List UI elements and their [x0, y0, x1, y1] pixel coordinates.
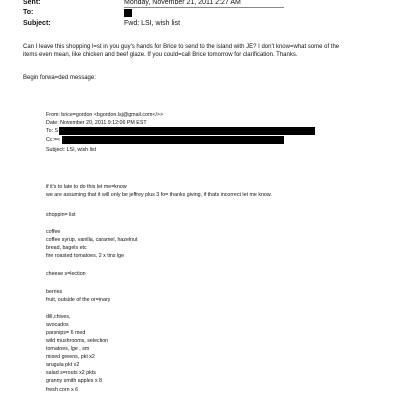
list-item: parsnips= 6 med — [46, 330, 86, 336]
forwarded-subject: Subject: LSI, wish list — [46, 147, 97, 153]
to-label: To: — [23, 9, 34, 16]
intro-line-1: Can I leave this shopping l=st in you guy's hands for Brice to send to the island with JE? I don't know=what some of the — [23, 44, 340, 50]
list-item: avocados — [46, 322, 69, 328]
list-item: tomatoes, lge , sm — [46, 346, 90, 352]
begin-forwarded: Begin forwa=ded message: — [23, 75, 96, 81]
list-item: fresh corn x 6 — [46, 387, 79, 393]
subject-value: Fwd: LSI, wish list — [124, 20, 181, 27]
sent-label: Sent: — [23, 0, 41, 6]
list-item: coffee syrup, vanilla, caramel, hazelnut — [46, 237, 138, 243]
forwarded-cc-redaction — [62, 136, 284, 144]
subject-label: Subject: — [23, 20, 51, 27]
list-item: mixed greens, pkt x2 — [46, 354, 95, 360]
list-item: salad s=routs x2 pkts — [46, 370, 96, 376]
list-item-cheese: cheese s=lection — [46, 271, 86, 277]
forwarded-from: From: brice=gordon <bgordon.lsj@gmail.com</>> — [46, 112, 164, 118]
forwarded-cc: Cc:=< — [46, 137, 61, 143]
intro-line-2: items even mean, like chicken and beef glaze. If you could=call Brice tomorrow for clarification. Thanks. — [23, 52, 298, 58]
list-item: wild mushrooms, selection — [46, 338, 109, 344]
list-item: dill,chives, — [46, 314, 71, 320]
to-redaction — [124, 9, 132, 17]
list-item: bread, bagels etc — [46, 245, 87, 251]
sent-value: Monday, November 21, 2011 2:27 AM — [124, 0, 241, 6]
list-item: fruit, outside of the or=inary — [46, 297, 111, 303]
message-line-2: we are assuming that it will only be jeffrey plus 3 fo= thanks giving, if thats incorrect let me know. — [46, 192, 272, 198]
forwarded-to-redaction — [59, 127, 315, 135]
list-item: coffee — [46, 229, 61, 235]
forwarded-date: Date: November 20, 2011 9:12:06 PM EST — [46, 120, 147, 126]
list-item: berries — [46, 289, 63, 295]
sent-underline — [124, 7, 284, 8]
shopping-list-title: shoppin= list — [46, 212, 76, 218]
list-item: fire roasted tomatoes, 2 x tins lge — [46, 253, 125, 259]
forwarded-to: To: S — [46, 128, 59, 134]
list-item: arugula pkt x2 — [46, 362, 80, 368]
list-item: granny smith apples x 8 — [46, 378, 102, 384]
message-line-1: if it's to late to do this let me=know — [46, 184, 127, 190]
